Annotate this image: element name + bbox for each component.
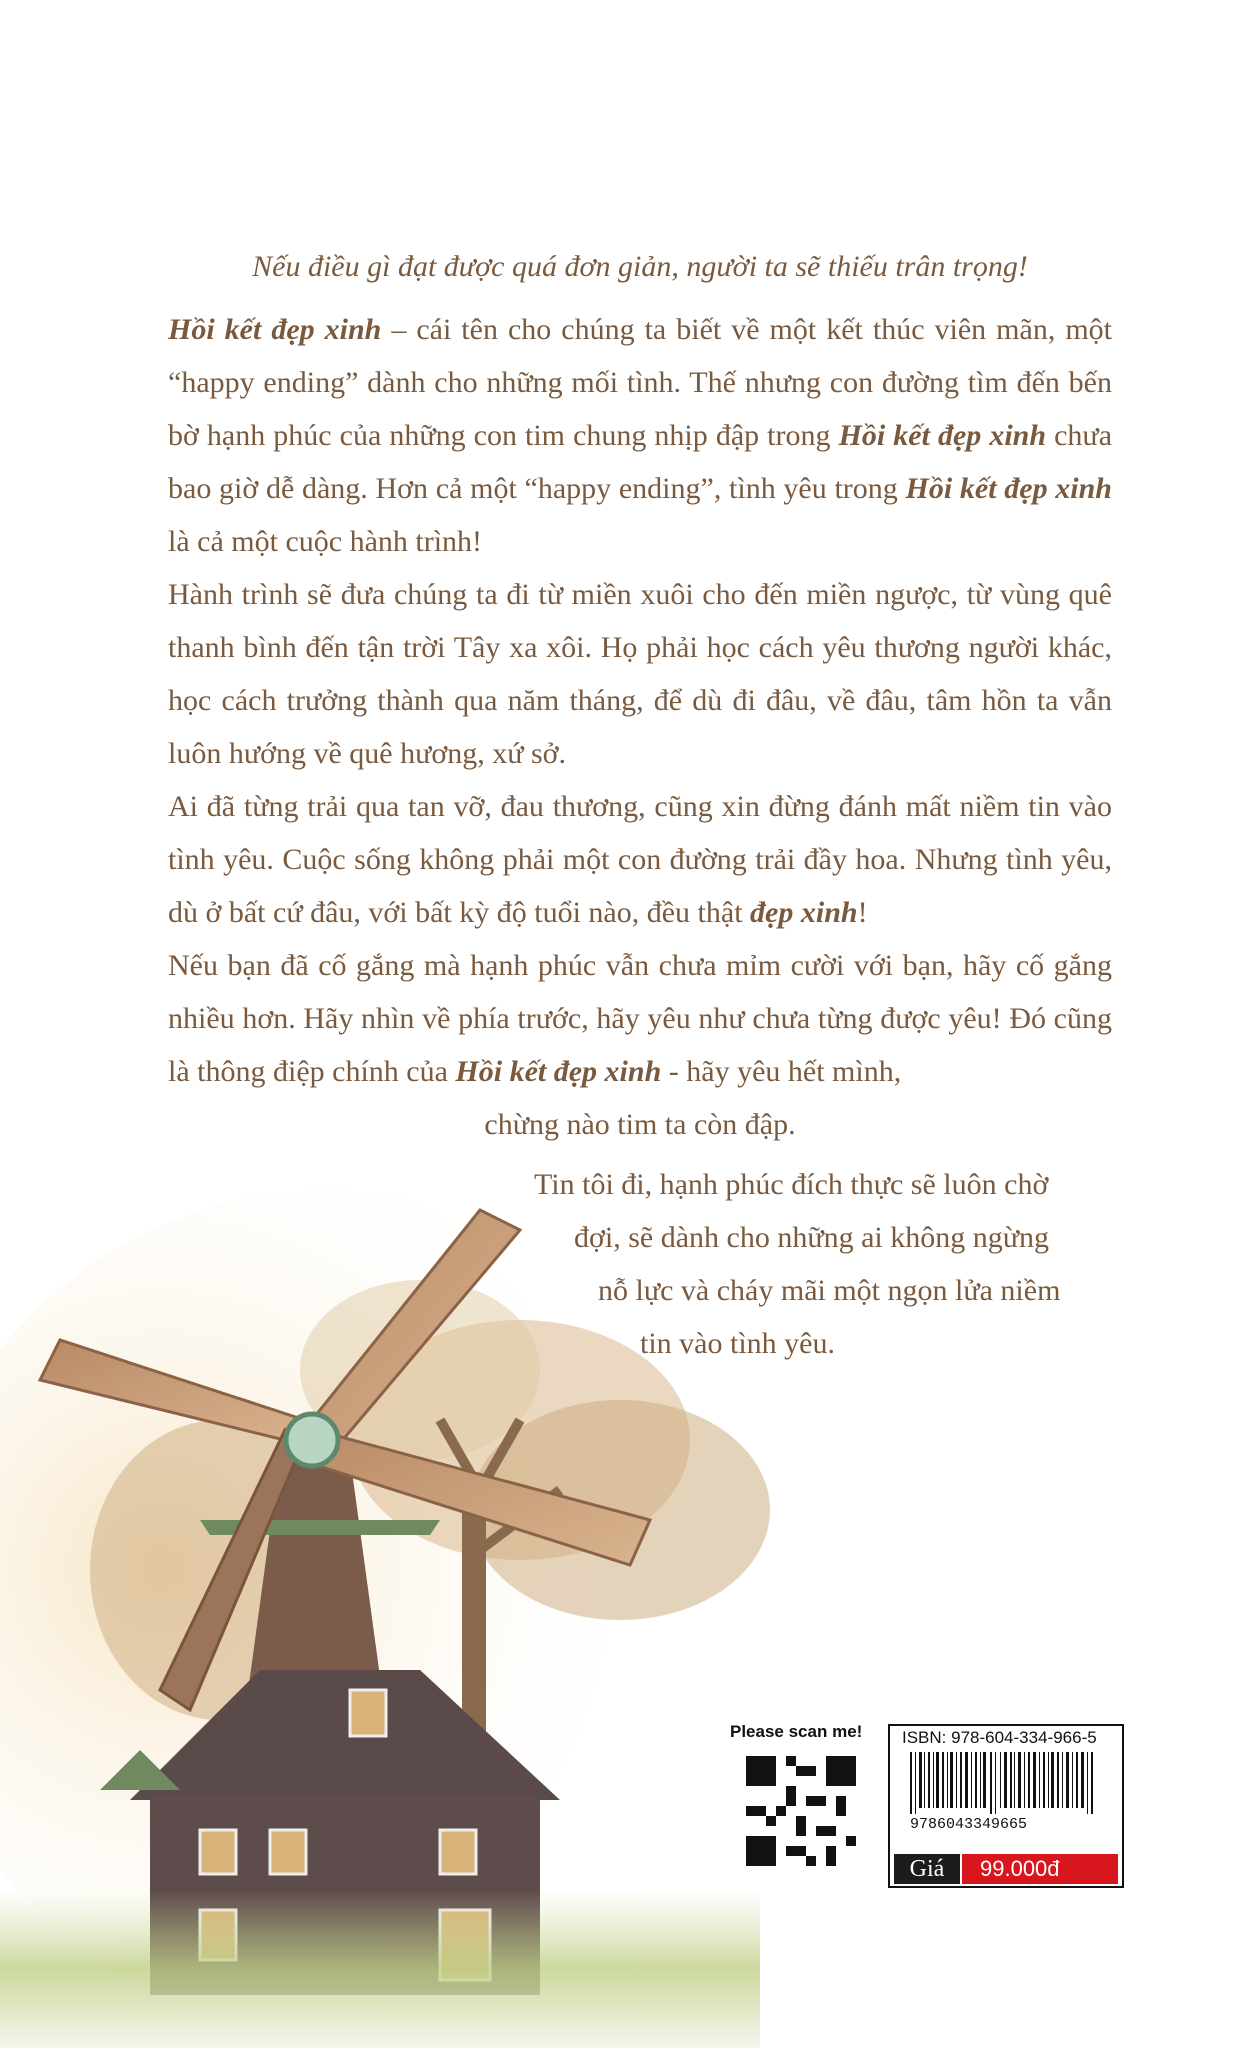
price-value: 99.000đ	[962, 1854, 1118, 1884]
qr-block	[730, 1722, 874, 1871]
paragraph-2: Hành trình sẽ đưa chúng ta đi từ miền xuôi cho đến miền ngược, từ vùng quê thanh bình đến tận trời Tây xa xôi. Họ phải học cách yêu thương người khác, học cách trưởng thành qua năm tháng, để dù đi đâu, về đâu, tâm hồn ta vẫn luôn hướng về quê hương, xứ sở.	[168, 578, 1112, 770]
emphasis: đẹp xinh	[750, 896, 858, 929]
book-title-mention: Hồi kết đẹp xinh	[168, 313, 382, 346]
isbn-text: ISBN: 978-604-334-966-5	[902, 1728, 1097, 1747]
paragraph-4	[168, 939, 1112, 1098]
qr-code[interactable]	[746, 1756, 856, 1866]
tagline: Nếu điều gì đạt được quá đơn giản, người ta sẽ thiếu trân trọng!	[252, 250, 1028, 283]
closing-line-2: đợi, sẽ dành cho những ai không ngừng	[574, 1221, 1049, 1254]
paragraph-3	[168, 780, 1112, 939]
paragraph-1	[168, 303, 1112, 568]
text-run: !	[857, 896, 868, 929]
windmill-illustration	[0, 1190, 1254, 2048]
text-run: Nếu bạn đã cố gắng mà hạnh phúc vẫn chưa mỉm cười với bạn, hãy cố gắng nhiều hơn. Hãy nhìn về phía trước, hãy yêu như chưa từng được yêu! Đó cũng là thông điệp chính của	[168, 949, 1112, 1088]
text-run: – cái tên cho chúng ta biết về một kết thúc viên mãn, một “happy ending” dành cho những mối tình. Thế nhưng con đường tìm đến bến bờ hạnh phúc của những con tim chung nhịp đập trong	[168, 313, 1112, 452]
text-run: Ai đã từng trải qua tan vỡ, đau thương, cũng xin đừng đánh mất niềm tin vào tình yêu. Cuộc sống không phải một con đường trải đầy hoa. Nhưng tình yêu, dù ở bất cứ đâu, với bất kỳ độ tuổi nào, đều thật	[168, 790, 1112, 929]
price-row	[890, 1852, 1122, 1886]
text-run: - hãy yêu hết mình,	[661, 1055, 902, 1088]
grass-ground	[0, 1890, 760, 2048]
book-title-mention: Hồi kết đẹp xinh	[905, 472, 1112, 505]
barcode-box	[888, 1724, 1124, 1888]
barcode-digits: 9786043349665	[910, 1816, 1028, 1832]
text-run: chưa bao giờ dễ dàng. Hơn cả một “happy ending”, tình yêu trong	[168, 419, 1113, 505]
book-title-mention: Hồi kết đẹp xinh	[455, 1055, 662, 1088]
closing-line-3: nỗ lực và cháy mãi một ngọn lửa niềm	[598, 1274, 1061, 1307]
closing-line-1: Tin tôi đi, hạnh phúc đích thực sẽ luôn chờ	[534, 1168, 1049, 1201]
back-cover-text	[168, 240, 1112, 1151]
closing-line-4: tin vào tình yêu.	[640, 1327, 835, 1360]
text-run: là cả một cuộc hành trình!	[168, 525, 483, 558]
price-label: Giá	[894, 1854, 960, 1884]
qr-label: Please scan me!	[730, 1722, 863, 1741]
book-title-mention: Hồi kết đẹp xinh	[838, 419, 1047, 452]
barcode	[910, 1752, 1104, 1832]
paragraph-4-last-line: chừng nào tim ta còn đập.	[484, 1108, 796, 1141]
